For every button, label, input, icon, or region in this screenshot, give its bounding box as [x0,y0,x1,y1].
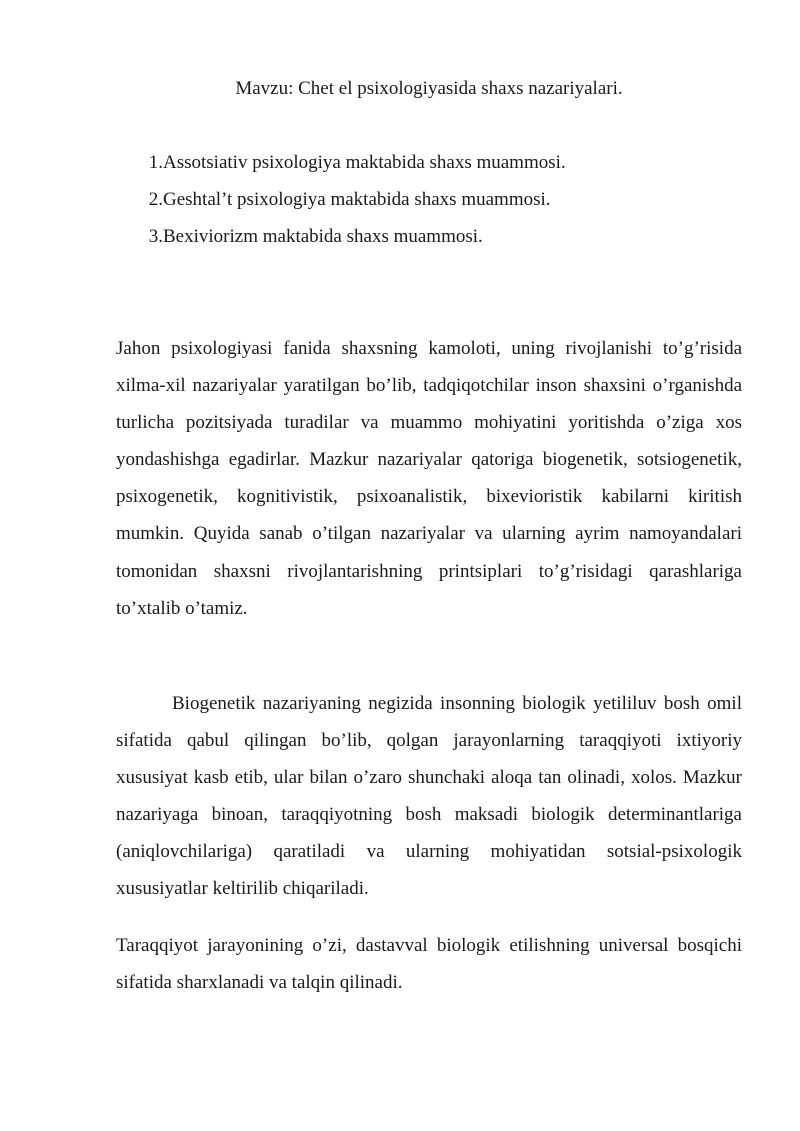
topic-text: Geshtal’t psixologiya maktabida shaxs muammosi. [163,189,551,210]
body-paragraph: Taraqqiyot jarayonining o’zi, dastavval biologik etilishning universal bosqichi sifatida sharxlanadi va talqin qilinadi. [116,935,742,994]
body-paragraph: Jahon psixologiyasi fanida shaxsning kamoloti, uning rivojlanishi to’g’risida xilma-xil nazariyalar yaratilgan bo’lib, tadqiqotchilar inson shaxsini o’rganishda turlicha pozitsiyada turadilar va muammo mohiyatini yoritishda o’ziga xos yondashishga egadirlar. Mazkur nazariyalar qatoriga biogenetik, sotsiogenetik, psixogenetik, kognitivistik, psixoanalistik, bixevioristik kabilarni kiritish mumkin. Quyida sanab o’tilgan nazariyalar va ularning ayrim namoyandalari tomonidan shaxsni rivojlantarishning printsiplari to’g’risidagi qarashlariga to’xtalib o’tamiz. [116,338,742,619]
topic-list [116,150,566,261]
body-paragraph: Biogenetik nazariyaning negizida insonning biologik yetililuv bosh omil sifatida qabul qilingan bo’lib, qolgan jarayonlarning taraqqiyoti ixtiyoriy xususiyat kasb etib, ular bilan o’zaro shunchaki aloqa tan olinadi, xolos. Mazkur nazariyaga binoan, taraqqiyotning bosh maksadi biologik determinantlariga (aniqlovchilariga) qaratiladi va ularning mohiyatidan sotsial-psixologik xususiyatlar keltirilib chiqariladi. [116,693,742,900]
topic-item [116,187,566,224]
topic-text: Bexiviorizm maktabida shaxs muammosi. [163,226,483,247]
topic-item [116,224,566,261]
topic-number: 2. [148,189,163,210]
document-title: Mavzu: Chet el psixologiyasida shaxs nazariyalari. [235,78,623,99]
topic-number: 3. [148,226,163,247]
topic-text: Assotsiativ psixologiya maktabida shaxs muammosi. [163,152,566,173]
topic-item [116,150,566,187]
topic-number: 1. [148,152,163,173]
